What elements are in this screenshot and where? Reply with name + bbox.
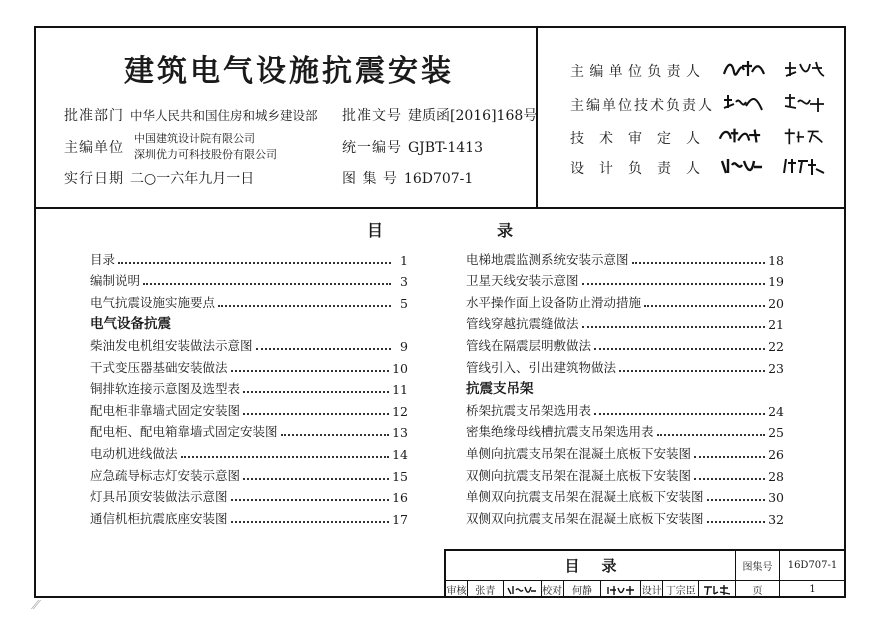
toc-entry[interactable]: 配电柜、配电箱靠墙式固定安装图 13	[90, 424, 408, 441]
toc-entry[interactable]: 编制说明 3	[90, 273, 408, 290]
design-name: 丁宗臣	[663, 581, 699, 598]
editor-line-2: 深圳优力可科技股份有限公司	[134, 148, 277, 161]
atlas-no-label-cell: 图集号	[736, 551, 780, 581]
review-name: 张青	[468, 581, 504, 598]
signature-image	[782, 155, 826, 177]
signoff-row-tech-review	[570, 128, 702, 148]
check-name: 何静	[564, 581, 602, 598]
signature-image	[718, 125, 762, 147]
signoff-role: 设计负责人	[570, 161, 702, 177]
toc-entry[interactable]: 卫星天线安装示意图 19	[466, 273, 784, 290]
toc-entry[interactable]: 双侧双向抗震支吊架在混凝土底板下安装图 32	[466, 510, 784, 527]
toc-entry[interactable]: 通信机柜抗震底座安装图 17	[90, 510, 408, 527]
toc-entry[interactable]: 单侧向抗震支吊架在混凝土底板下安装图 26	[466, 445, 784, 462]
unified-no-row	[342, 139, 483, 157]
unified-no-value: GJBT-1413	[408, 140, 483, 156]
design-signature	[699, 581, 735, 598]
signature-image	[782, 58, 826, 80]
toc-entry[interactable]: 干式变压器基础安装做法 10	[90, 359, 408, 376]
toc-entry[interactable]: 配电柜非靠墙式固定安装图 12	[90, 402, 408, 419]
signoff-role: 主编单位技术负责人	[570, 98, 714, 114]
toc-entry[interactable]: 电动机进线做法 14	[90, 445, 408, 462]
title-block-name: 目录	[446, 551, 736, 581]
toc-entry[interactable]: 桥架抗震支吊架选用表 24	[466, 402, 784, 419]
toc-entry[interactable]: 管线穿越抗震缝做法 21	[466, 316, 784, 333]
toc-entry[interactable]: 目录 1	[90, 251, 408, 268]
atlas-no-label: 图 集 号	[342, 171, 398, 187]
toc-entry[interactable]: 管线在隔震层明敷做法 22	[466, 337, 784, 354]
check-signature	[601, 581, 641, 598]
signature-image	[702, 584, 732, 596]
approval-doc-value: 建质函[2016]168号	[408, 108, 538, 124]
signoff-role: 主编单位负责人	[570, 64, 702, 80]
signature-image	[722, 58, 766, 80]
editor-value	[134, 131, 277, 163]
editor-label: 主编单位	[64, 140, 124, 156]
approval-dept-value: 中华人民共和国住房和城乡建设部	[130, 108, 318, 123]
effective-label: 实行日期	[64, 171, 124, 187]
toc-entry[interactable]: 电气抗震设施实施要点 5	[90, 294, 408, 311]
toc-entry[interactable]: 水平操作面上设备防止滑动措施 20	[466, 294, 784, 311]
toc-section-heading: 电气设备抗震	[90, 316, 171, 333]
toc-entry[interactable]: 灯具吊顶安装做法示意图 16	[90, 489, 408, 506]
toc-heading-right: 录	[497, 221, 514, 240]
toc-entry[interactable]: 柴油发电机组安装做法示意图 9	[90, 337, 408, 354]
header-divider	[34, 207, 846, 209]
toc-entry[interactable]: 应急疏导标志灯安装示意图 15	[90, 467, 408, 484]
toc-left-column	[90, 246, 408, 527]
signature-image	[507, 584, 537, 596]
design-label: 设计	[641, 581, 663, 598]
approval-doc-label: 批准文号	[342, 108, 402, 124]
page-value-cell: 1	[780, 581, 846, 598]
toc-heading	[34, 218, 846, 241]
toc-entry[interactable]: 单侧双向抗震支吊架在混凝土底板下安装图 30	[466, 489, 784, 506]
unified-no-label: 统一编号	[342, 140, 402, 156]
review-signature	[504, 581, 542, 598]
atlas-title: 建筑电气设施抗震安装	[124, 54, 454, 89]
atlas-no-value: 16D707-1	[403, 171, 474, 187]
signoff-role: 技术审定人	[570, 131, 702, 147]
toc-entry[interactable]: 密集绝缘母线槽抗震支吊架选用表 25	[466, 424, 784, 441]
atlas-no-row	[342, 170, 473, 188]
signature-image	[720, 155, 764, 177]
page-label-cell: 页	[736, 581, 780, 598]
review-label: 审核	[446, 581, 468, 598]
atlas-no-value-cell: 16D707-1	[780, 551, 846, 581]
toc-entry[interactable]: 铜排软连接示意图及选型表 11	[90, 381, 408, 398]
toc-heading-left: 目	[366, 221, 383, 240]
effective-row	[64, 170, 254, 188]
scan-mark: ⁄⁄	[34, 598, 39, 612]
title-block-sign-row	[446, 581, 736, 598]
toc-entry[interactable]: 双侧向抗震支吊架在混凝土底板下安装图 28	[466, 467, 784, 484]
toc-right-column	[466, 246, 784, 527]
signature-image	[606, 584, 636, 596]
approval-dept-row	[64, 107, 318, 125]
signature-image	[782, 125, 826, 147]
editor-line-1: 中国建筑设计院有限公司	[134, 132, 255, 145]
title-block	[444, 549, 846, 598]
signature-image	[782, 92, 826, 114]
toc-entry[interactable]: 管线引入、引出建筑物做法 23	[466, 359, 784, 376]
approval-dept-label: 批准部门	[64, 108, 124, 124]
effective-value: 二○一六年九月一日	[130, 171, 255, 187]
signoff-row-editor-unit	[570, 61, 702, 81]
approval-doc-row	[342, 107, 537, 125]
signoff-row-tech-lead	[570, 95, 714, 115]
toc-entry[interactable]: 电梯地震监测系统安装示意图 18	[466, 251, 784, 268]
signoff-row-design-lead	[570, 158, 702, 178]
toc-section-heading: 抗震支吊架	[466, 381, 534, 398]
signature-image	[722, 92, 766, 114]
check-label: 校对	[542, 581, 564, 598]
